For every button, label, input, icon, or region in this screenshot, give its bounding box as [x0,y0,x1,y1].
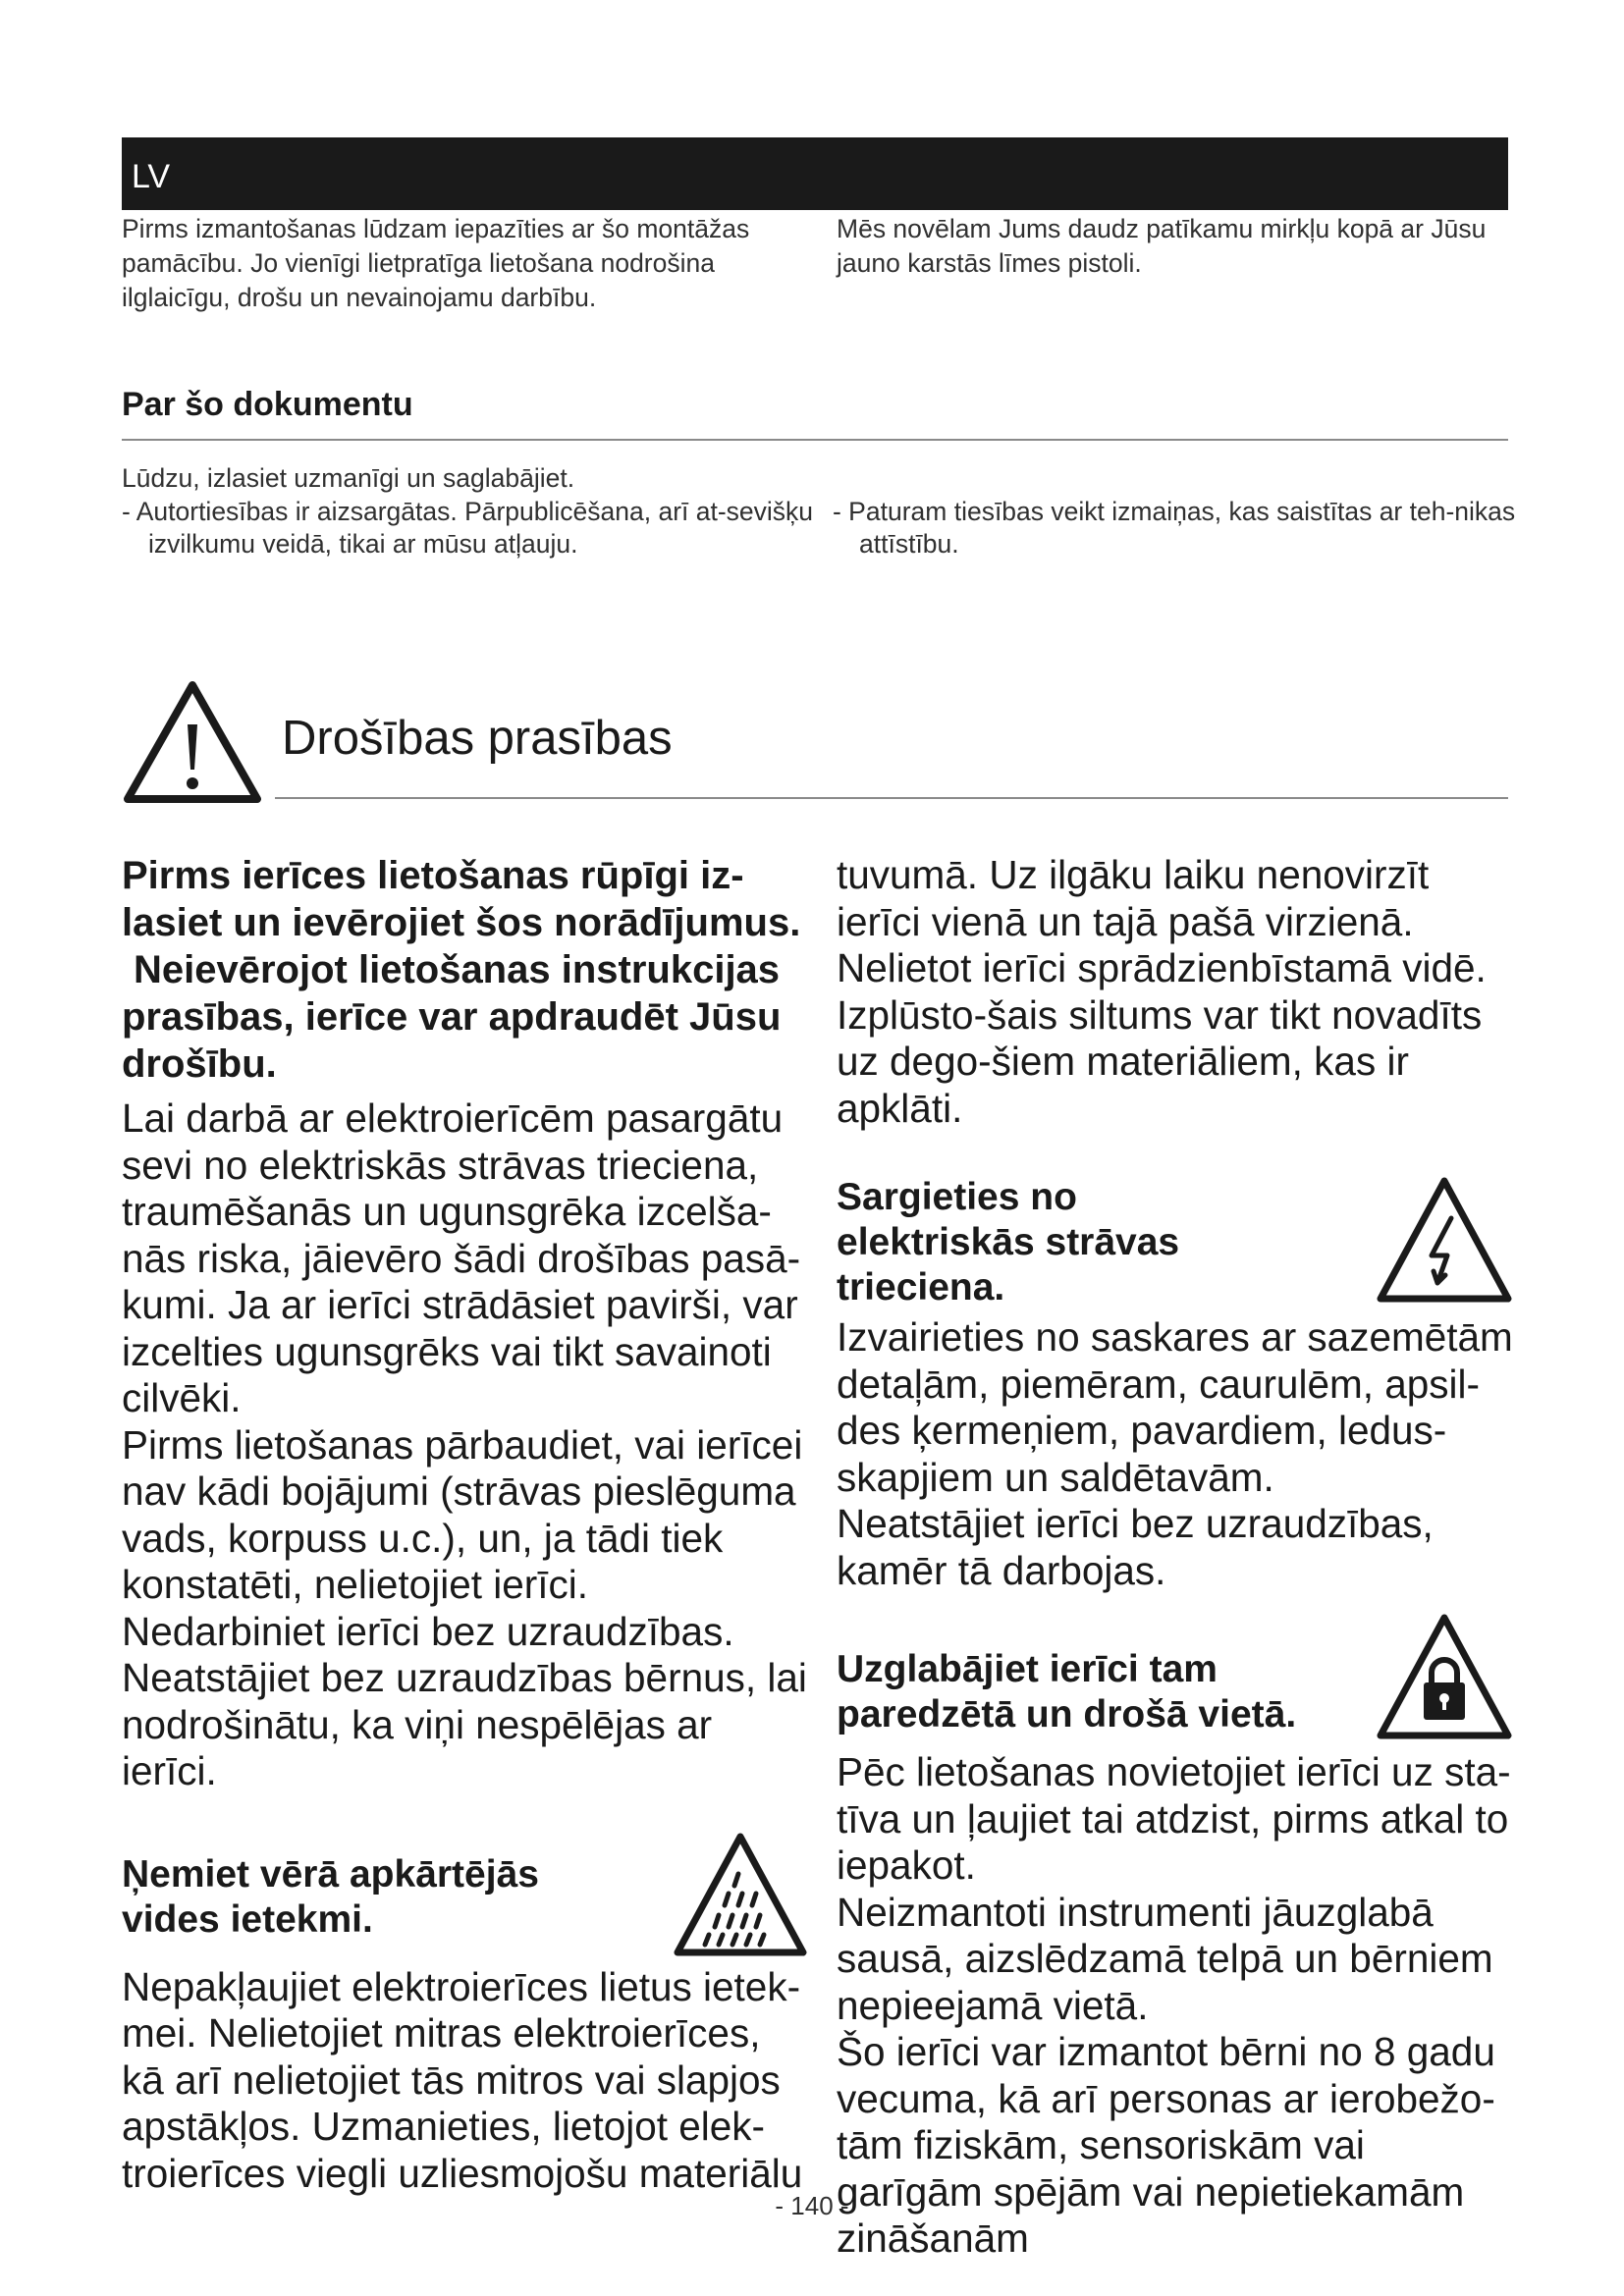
electric-shock-warning-icon [1375,1175,1514,1305]
rain-warning-icon [672,1831,809,1958]
intro-text-left: Pirms izmantošanas lūdzam iepazīties ar šo montāžas pamācību. Jo vienīgi lietpratīga lietošana nodrošina ilglaicīgu, drošu un nevainojamu darbību. [122,214,750,312]
storage-paragraph-3: Šo ierīci var izmantot bērni no 8 gadu vecuma, kā arī personas ar ierobežo-tām fiziskām, sensoriskām vai garīgām spējām vai nepietiekamām zināšanām [837,2029,1495,2261]
storage-paragraph-2: Neizmantoti instrumenti jāuzglabā sausā, aizslēdzamā telpā un bērniem nepieejamā vietā. [837,1889,1493,2028]
environment-text-continued: tuvumā. Uz ilgāku laiku nenovirzīt ierīci vienā un tajā pašā virzienā. Nelietot ierīci sprādzienbīstamā vidē. Izplūsto-šais siltums var tikt novadīts uz dego-šiem materiāliem, kas ir apklāti. [837,852,1487,1131]
lock-warning-icon [1375,1612,1514,1741]
safety-paragraph-1: Lai darbā ar elektroierīcēm pasargātu sevi no elektriskās strāvas trieciena, traumēšanās un ugunsgrēka izcelša-nās riska, jāievēro šādi drošības pasā-kumi. Ja ar ierīci strādāsiet pavirši, var izcelties ugunsgrēks vai tikt savainoti cilvēki. [122,1095,801,1420]
electric-paragraph-1: Izvairieties no saskares ar sazemētām detaļām, piemēram, caurulēm, apsil-des ķermeņiem, pavardiem, ledus-skapjiem un saldētavām. [837,1314,1513,1500]
left-column [122,852,809,2197]
language-header-bar [122,137,1508,210]
electric-section [837,1175,1516,1310]
about-note: Lūdzu, izlasiet uzmanīgi un saglabājiet. [122,463,575,493]
changes-item: - Paturam tiesības veikt izmaiņas, kas saistītas ar teh-nikas attīstību. [833,497,1516,559]
environment-text: Nepakļaujiet elektroierīces lietus ietek-mei. Nelietojiet mitras elektroierīces, kā arī nelietojiet tās mitros vai slapjos apstākļos. Uzmanieties, lietojot elek-troierīces viegli uzliesmojošu materiālu [122,1963,803,2196]
language-code: LV [132,158,171,195]
electric-heading: Sargieties no elektriskās strāvas trieciena. [837,1176,1180,1308]
right-column [837,852,1516,2263]
environment-section [122,1831,809,1958]
safety-heading: Drošības prasības [282,712,673,765]
intro-text-right: Mēs novēlam Jums daudz patīkamu mirkļu kopā ar Jūsu jauno karstās līmes pistoli. [837,214,1487,278]
safety-intro-2: Neievērojot lietošanas instrukcijas prasības, ierīce var apdraudēt Jūsu drošību. [122,948,782,1086]
warning-triangle-icon [120,677,265,805]
environment-heading: Ņemiet vērā apkārtējās vides ietekmi. [122,1852,539,1941]
storage-heading: Uzglabājiet ierīci tam paredzētā un drošā vietā. [837,1648,1297,1735]
safety-paragraph-4: Neatstājiet bez uzraudzības bērnus, lai nodrošinātu, ka viņi nespēlējas ar ierīci. [122,1655,807,1793]
about-document-heading: Par šo dokumentu [122,386,413,423]
storage-paragraph-1: Pēc lietošanas novietojiet ierīci uz sta-tīva un ļaujiet tai atdzist, pirms atkal to iepakot. [837,1749,1511,1888]
safety-divider [275,797,1508,799]
electric-paragraph-2: Neatstājiet ierīci bez uzraudzības, kamēr tā darbojas. [837,1501,1434,1593]
safety-paragraph-2: Pirms lietošanas pārbaudiet, vai ierīcei nav kādi bojājumi (strāvas pieslēguma vads, korpuss u.c.), un, ja tādi tiek konstatēti, nelietojiet ierīci. [122,1421,803,1607]
safety-intro-1: Pirms ierīces lietošanas rūpīgi iz-lasiet un ievērojiet šos norādījumus. [122,854,801,944]
copyright-item: - Autortiesības ir aizsargātas. Pārpublicēšana, arī at-sevišķu izvilkumu veidā, tikai ar mūsu atļauju. [122,497,814,559]
page-number: - 140 - [775,2191,849,2220]
safety-paragraph-3: Nedarbiniet ierīci bez uzraudzības. [122,1608,734,1654]
section-divider [122,439,1508,441]
storage-section [837,1612,1516,1741]
